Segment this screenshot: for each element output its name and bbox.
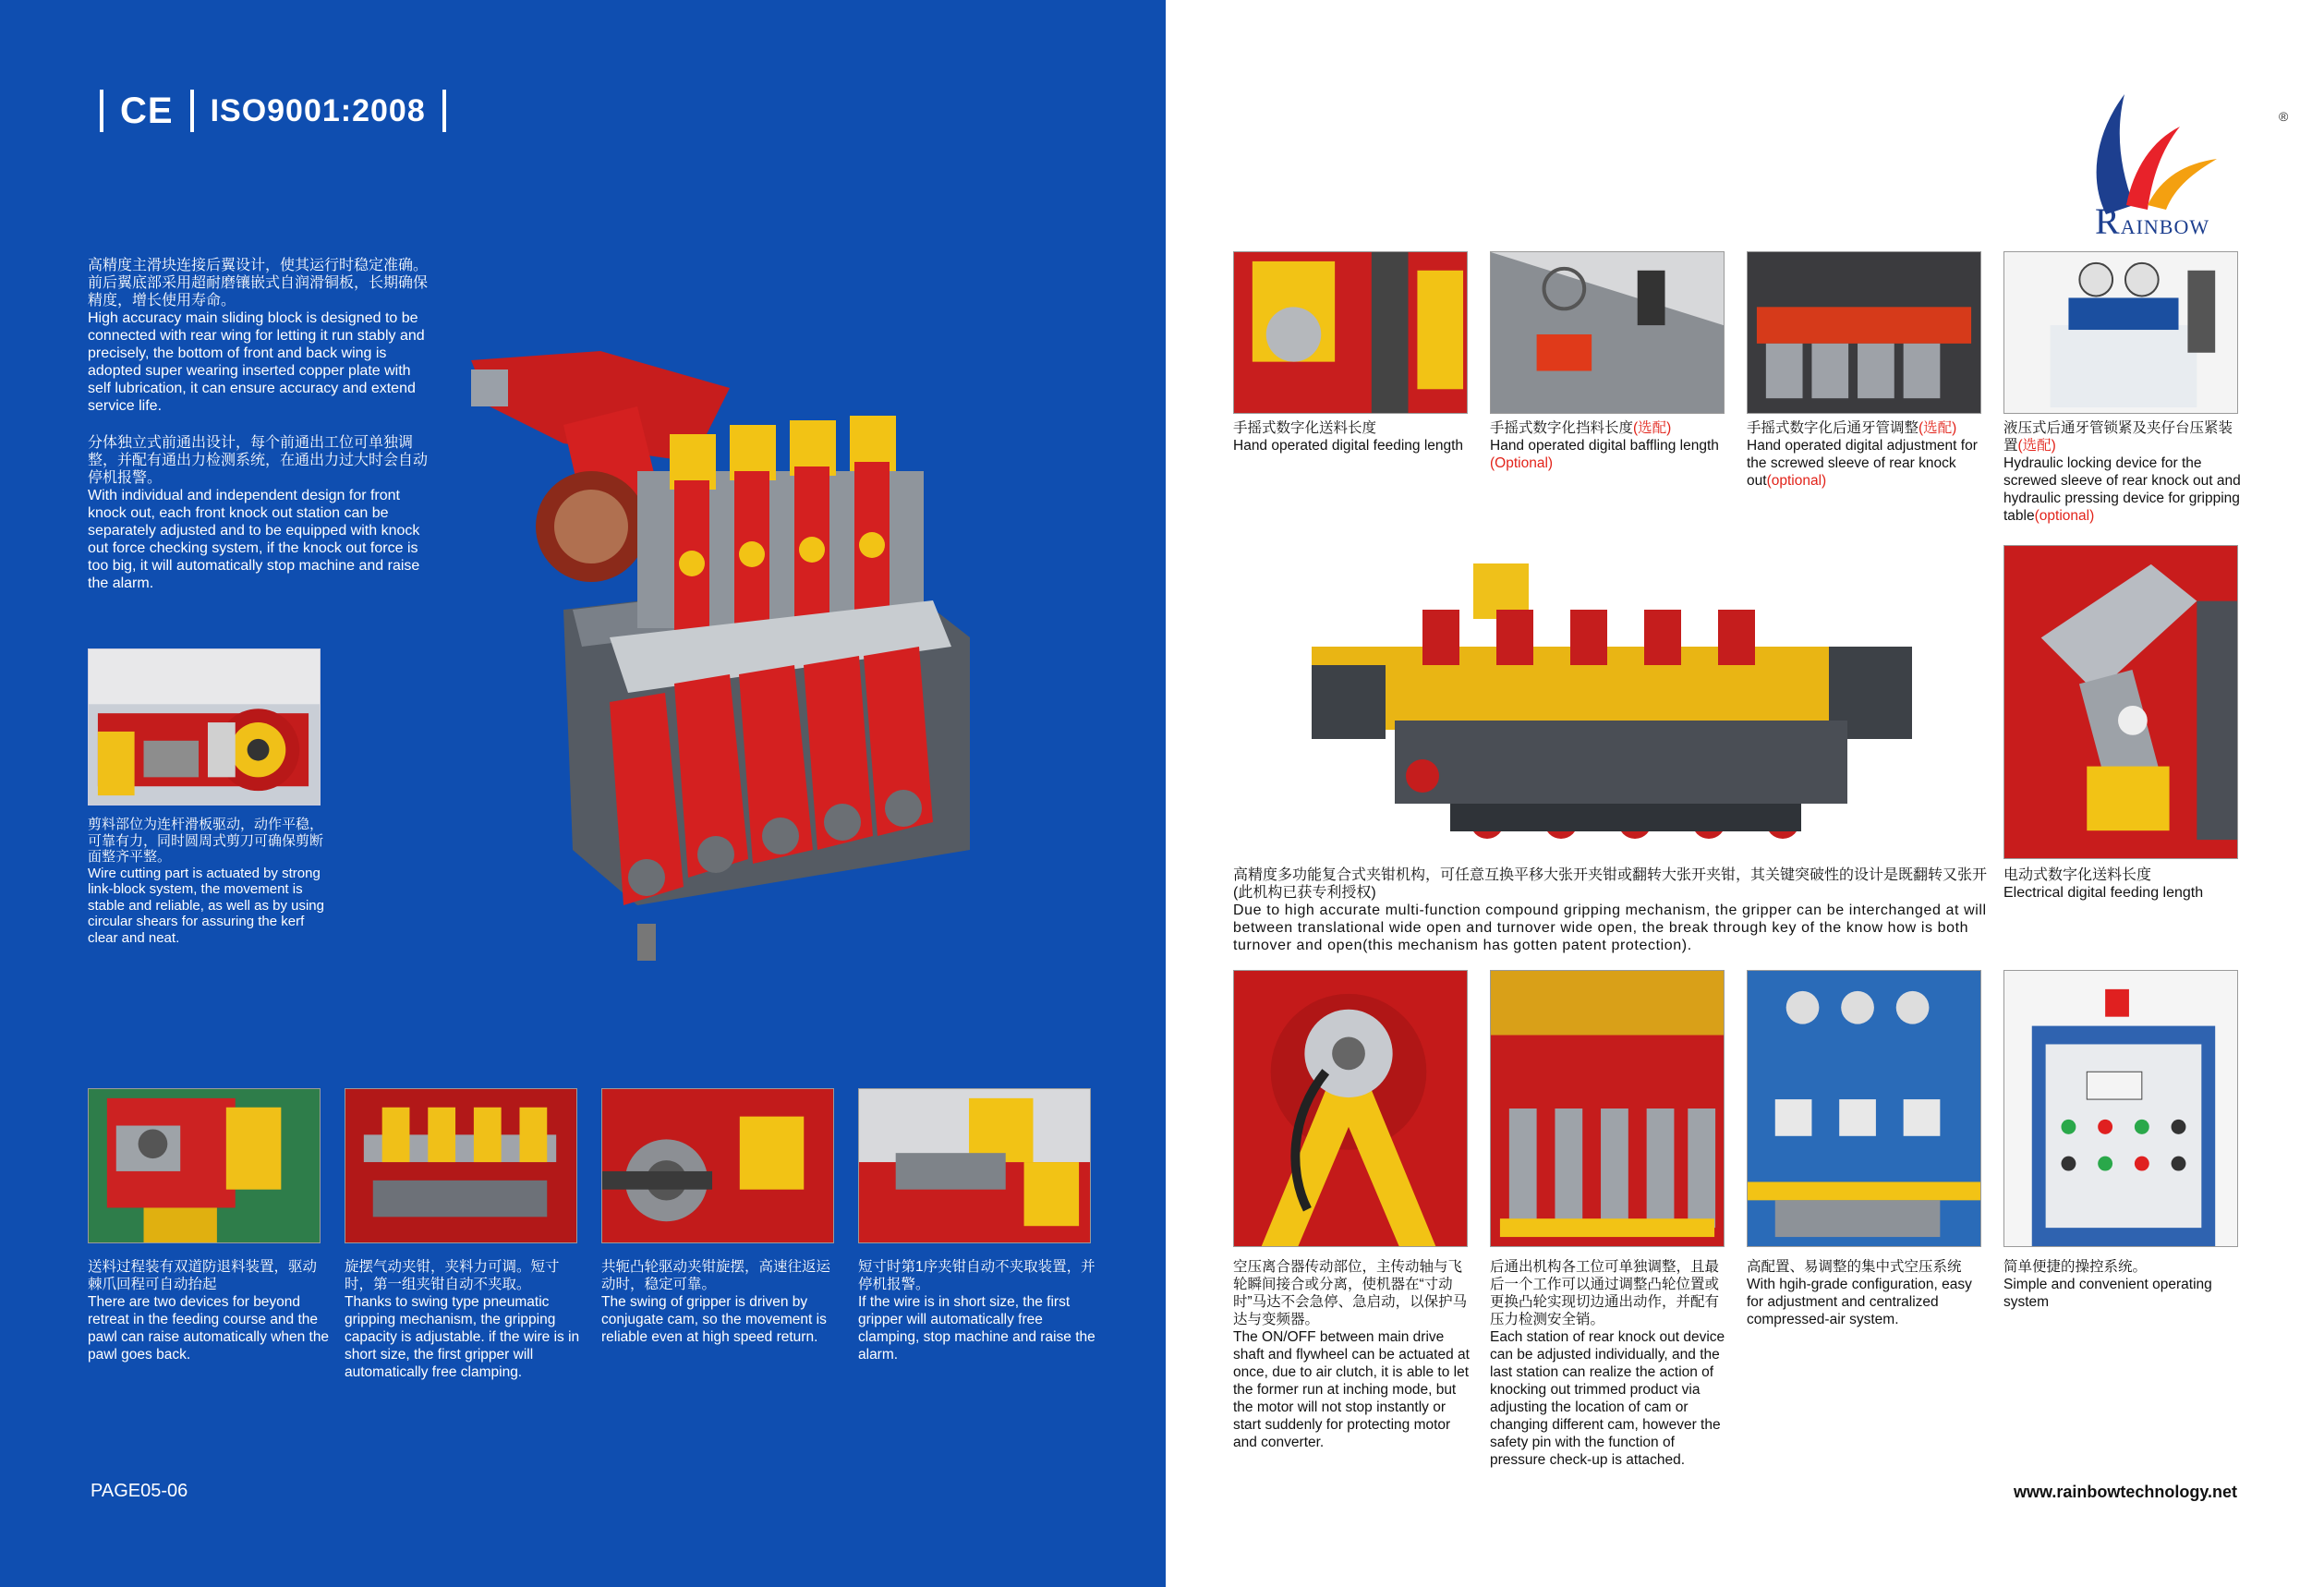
sliding-block-description <box>88 257 431 415</box>
brand-initial: R <box>2095 200 2121 242</box>
caption-en: Hand operated digital feeding length <box>1233 438 1464 454</box>
caption-cn: 手摇式数字化送料长度 <box>1233 420 1377 436</box>
website-link[interactable]: www.rainbowtechnology.net <box>2014 1483 2238 1501</box>
caption-cn: 液压式后通牙管锁紧及夹仔台压紧装置 <box>2003 420 2233 454</box>
optional-tag: (optional) <box>1766 473 1827 489</box>
conjugate-cam-photo <box>601 1088 834 1243</box>
caption-en: Hydraulic locking device for the screwed sleeve of rear knock out and hydraulic pressing device for gripping table <box>2003 455 2241 524</box>
caption-cn: 空压离合器传动部位，主传动轴与飞轮瞬间接合或分离，使机器在“寸动时”马达不会急停、急启动，以保护马达与变频器。 <box>1233 1259 1468 1327</box>
sliding-block-cn: 高精度主滑块连接后翼设计，使其运行时稳定准确。前后翼底部采用超耐磨镶嵌式自润滑铜板，长期确保精度，增长使用寿命。 <box>88 258 429 309</box>
hand-digital-baffling-caption <box>1490 419 1739 472</box>
ce-mark: CE <box>120 90 174 131</box>
caption-cn: 旋摆气动夹钳，夹料力可调。短寸时，第一组夹钳自动不夹取。 <box>345 1259 560 1292</box>
air-clutch-photo <box>1233 970 1468 1247</box>
hydraulic-locking-caption <box>2003 419 2245 525</box>
caption-en: With hgih-grade configuration, easy for adjustment and centralized compressed-air system. <box>1747 1277 1972 1327</box>
rear-knockout-stations-photo <box>1490 970 1725 1247</box>
caption-cn: 手摇式数字化后通牙管调整 <box>1747 420 1919 436</box>
front-knockout-description <box>88 434 431 592</box>
rear-knockout-adjustment-photo <box>1747 251 1981 414</box>
compound-gripper-caption <box>1233 866 1991 954</box>
hydraulic-locking-photo <box>2003 251 2238 414</box>
divider <box>100 90 103 132</box>
compressed-air-system-photo <box>1747 970 1981 1247</box>
compound-gripper-image <box>1312 545 1912 864</box>
optional-tag: (选配) <box>1633 420 1672 436</box>
hand-digital-feeding-photo <box>1233 251 1468 414</box>
wire-cutting-cn: 剪料部位为连杆滑板驱动，动作平稳，可靠有力，同时圆周式剪刀可确保剪断面整齐平整。 <box>88 817 324 865</box>
short-size-detection-caption <box>858 1258 1100 1363</box>
certification-bar <box>83 88 463 134</box>
front-knockout-machine-image <box>453 333 1007 979</box>
wire-cutting-en: Wire cutting part is actuated by strong link-block system, the movement is stable and reliable, as well as by using circular shears for assuring the kerf clear and neat. <box>88 865 324 946</box>
front-knockout-en: With individual and independent design for front knock out, each front knock out station can be separately adjusted and to be equipped with knock out force checking system, if the knock out force is too big, it will automatically stop machine and raise the alarm. <box>88 488 420 591</box>
electrical-digital-feeding-caption <box>2003 866 2238 902</box>
caption-cn: 手摇式数字化挡料长度 <box>1490 420 1634 436</box>
caption-en: Due to high accurate multi-function compound gripping mechanism, the gripper can be interchanged at will between translational wide open and turnover wide open, the break through key of the know how is both turnover and open(this mechanism has gotten patent protection). <box>1233 903 1987 953</box>
caption-en: The swing of gripper is driven by conjugate cam, so the movement is reliable even at high speed return. <box>601 1294 827 1345</box>
air-clutch-caption <box>1233 1258 1475 1451</box>
brand-name <box>2095 200 2209 243</box>
optional-tag: (Optional) <box>1490 455 1554 471</box>
rear-knockout-adjustment-caption <box>1747 419 1989 490</box>
caption-en: The ON/OFF between main drive shaft and flywheel can be actuated at once, due to air clutch, it is able to let the former run at inching mode, but the motor will not stop instantly or start suddenly for protecting motor and converter. <box>1233 1329 1470 1450</box>
caption-en: There are two devices for beyond retreat in the feeding course and the pawl can raise automatically when the pawl goes back. <box>88 1294 330 1363</box>
wire-cutting-photo <box>88 648 321 806</box>
caption-cn: 高配置、易调整的集中式空压系统 <box>1747 1259 1962 1275</box>
wire-cutting-description <box>88 817 330 946</box>
rear-knockout-stations-caption <box>1490 1258 1732 1469</box>
optional-tag: (选配) <box>2017 438 2056 454</box>
caption-en: Thanks to swing type pneumatic gripping mechanism, the gripping capacity is adjustable. if the wire is in short size, the first gripper will automatically free clamping. <box>345 1294 580 1380</box>
hand-digital-baffling-photo <box>1490 251 1725 414</box>
caption-en: Hand operated digital baffling length <box>1490 438 1719 454</box>
compressed-air-system-caption <box>1747 1258 1989 1328</box>
caption-cn: 高精度多功能复合式夹钳机构，可任意互换平移大张开夹钳或翻转大张开夹钳，其关键突破性的设计是既翻转又张开(此机构已获专利授权) <box>1233 867 1988 901</box>
caption-cn: 送料过程装有双道防退料装置，驱动棘爪回程可自动抬起 <box>88 1259 318 1292</box>
registered-mark: ® <box>2279 109 2289 124</box>
swing-gripper-photo <box>345 1088 577 1243</box>
caption-en: Electrical digital feeding length <box>2003 885 2204 901</box>
optional-tag: (optional) <box>2034 508 2095 524</box>
control-panel-photo <box>2003 970 2238 1247</box>
iso-certification: ISO9001:2008 <box>210 92 426 128</box>
caption-en: Each station of rear knock out device can be adjusted individually, and the last station can realize the action of knocking out trimmed product via adjusting the location of cam or changing different cam, however the safety pin with the function of pressure check-up is attached. <box>1490 1329 1725 1468</box>
page-number: PAGE05-06 <box>91 1481 188 1501</box>
caption-cn: 后通出机构各工位可单独调整，且最后一个工作可以通过调整凸轮位置或更换凸轮实现切边通出动作，并配有压力检测安全销。 <box>1490 1259 1720 1327</box>
electrical-digital-feeding-photo <box>2003 545 2238 859</box>
caption-cn: 短寸时第1序夹钳自动不夹取装置，并停机报警。 <box>858 1259 1095 1292</box>
caption-en: If the wire is in short size, the first gripper will automatically free clamping, stop machine and raise the alarm. <box>858 1294 1095 1363</box>
hand-digital-feeding-caption <box>1233 419 1483 454</box>
short-size-detection-photo <box>858 1088 1091 1243</box>
sliding-block-en: High accuracy main sliding block is designed to be connected with rear wing for letting it run stably and precisely, the bottom of front and back wing is adopted super wearing inserted copper plate with self lubrication, it can ensure accuracy and extend service life. <box>88 310 425 414</box>
feeding-anti-retreat-caption <box>88 1258 330 1363</box>
conjugate-cam-caption <box>601 1258 843 1346</box>
control-panel-caption <box>2003 1258 2245 1311</box>
divider <box>442 90 446 132</box>
caption-cn: 简单便捷的操控系统。 <box>2003 1259 2148 1275</box>
front-knockout-cn: 分体独立式前通出设计，每个前通出工位可单独调整，并配有通出力检测系统，在通出力过大时会自动停机报警。 <box>88 435 429 486</box>
swing-gripper-caption <box>345 1258 587 1381</box>
optional-tag: (选配) <box>1919 420 1957 436</box>
feeding-anti-retreat-photo <box>88 1088 321 1243</box>
caption-cn: 共轭凸轮驱动夹钳旋摆，高速往返运动时，稳定可靠。 <box>601 1259 831 1292</box>
caption-en: Hand operated digital adjustment for the screwed sleeve of rear knock out <box>1747 438 1978 489</box>
brand-rest: AINBOW <box>2120 215 2210 238</box>
caption-en: Simple and convenient operating system <box>2003 1277 2212 1310</box>
caption-cn: 电动式数字化送料长度 <box>2003 867 2152 883</box>
divider <box>190 90 194 132</box>
